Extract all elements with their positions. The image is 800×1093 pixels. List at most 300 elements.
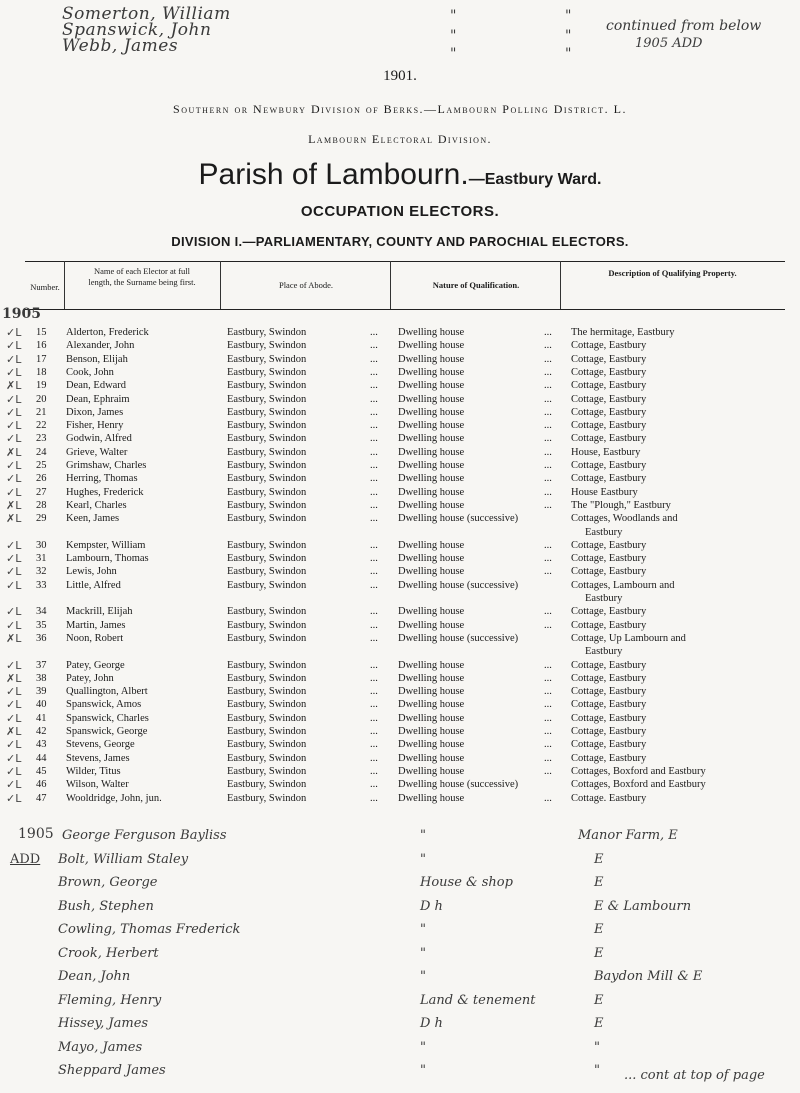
elector-number: 41: [36, 712, 47, 724]
added-elector-property: Manor Farm, E: [578, 828, 678, 843]
leader-dots: ...: [370, 699, 378, 711]
elector-qualification: Dwelling house: [398, 380, 465, 392]
added-elector-qualification: D h: [420, 1016, 443, 1031]
elector-property: Cottage, Eastbury: [571, 553, 647, 565]
elector-name: Grimshaw, Charles: [66, 460, 147, 471]
elector-abode: Eastbury, Swindon: [227, 632, 307, 644]
elector-property: Cottage, Eastbury: [571, 473, 647, 485]
elector-property: Cottages, Boxford and Eastbury: [571, 779, 706, 791]
elector-property: House Eastbury: [571, 486, 638, 498]
elector-qualification: Dwelling house: [398, 499, 465, 511]
elector-mark: ✓L: [6, 326, 22, 339]
leader-dots: ...: [544, 366, 552, 378]
elector-number: 36: [36, 632, 47, 644]
division-line: Southern or Newbury Division of Berks.—Lambourn Polling District. L.: [173, 102, 627, 116]
elector-property: Cottage, Eastbury: [571, 406, 647, 418]
elector-qualification: Dwelling house: [398, 765, 465, 777]
elector-mark: ✓L: [6, 751, 22, 765]
elector-number: 19: [36, 380, 47, 392]
elector-qualification: Dwelling house: [398, 619, 465, 631]
elector-mark: ✓L: [6, 432, 22, 446]
elector-abode: Eastbury, Swindon: [227, 446, 307, 458]
leader-dots: ...: [544, 699, 552, 711]
elector-name: Dixon, James: [66, 406, 124, 418]
leader-dots: ...: [370, 327, 378, 338]
elector-name: Alexander, John: [66, 340, 135, 352]
elector-property: Cottage. Eastbury: [571, 792, 647, 804]
elector-mark: ✓L: [6, 485, 22, 499]
added-elector-qualification: ": [420, 969, 426, 984]
elector-qualification: Dwelling house: [398, 340, 465, 352]
leader-dots: ...: [370, 473, 378, 485]
added-elector-name: Sheppard James: [58, 1063, 166, 1078]
elector-property: Cottage, Eastbury: [571, 353, 647, 365]
elector-name: Hughes, Frederick: [66, 486, 144, 498]
elector-mark: ✗L: [6, 631, 22, 645]
elector-property: Cottage, Eastbury: [571, 420, 647, 432]
leader-dots: ...: [544, 553, 552, 565]
leader-dots: ...: [370, 659, 378, 671]
elector-name: Lewis, John: [66, 566, 117, 578]
elector-name: Wilson, Walter: [66, 779, 129, 791]
elector-number: 17: [36, 353, 47, 365]
leader-dots: ...: [370, 486, 378, 498]
elector-number: 18: [36, 366, 47, 378]
occupation-heading: OCCUPATION ELECTORS.: [300, 203, 500, 220]
col-header-property: Description of Qualifying Property.: [608, 268, 737, 278]
elector-property: Cottage, Eastbury: [571, 606, 647, 618]
elector-qualification: Dwelling house: [398, 792, 465, 804]
elector-number: 44: [36, 752, 47, 764]
elector-name: Spanswick, Charles: [66, 712, 149, 724]
added-elector-name: Hissey, James: [58, 1016, 149, 1031]
elector-mark: ✓L: [6, 405, 22, 419]
leader-dots: ...: [370, 672, 378, 684]
col-divider-3: [390, 261, 391, 309]
added-elector-property: ": [594, 1063, 600, 1078]
elector-property: The "Plough," Eastbury: [571, 499, 671, 511]
elector-mark: ✓L: [6, 764, 22, 778]
elector-qualification: Dwelling house: [398, 606, 465, 618]
elector-number: 30: [36, 539, 47, 551]
leader-dots: ...: [370, 566, 378, 578]
leader-dots: ...: [370, 340, 378, 352]
elector-mark: ✓L: [6, 791, 22, 805]
elector-property: Cottage, Eastbury: [571, 433, 647, 445]
col-divider-1: [64, 261, 65, 309]
leader-dots: ...: [370, 446, 378, 458]
added-elector-qualification: Land & tenement: [420, 992, 536, 1008]
add-label-add: ADD: [10, 852, 41, 867]
added-elector-qualification: ": [420, 1063, 426, 1078]
elector-abode: Eastbury, Swindon: [227, 553, 307, 565]
leader-dots: ...: [544, 393, 552, 405]
col-header-abode: Place of Abode.: [278, 280, 334, 290]
added-elector-qualification: ": [420, 828, 426, 843]
elector-abode: Eastbury, Swindon: [227, 779, 307, 791]
added-elector-property: E & Lambourn: [594, 898, 692, 914]
elector-qualification: Dwelling house: [398, 539, 465, 551]
elector-property-continued: Eastbury: [585, 593, 623, 604]
elector-abode: Eastbury, Swindon: [227, 380, 307, 392]
top-note-ditto-1: ": [450, 8, 457, 24]
elector-property: Cottage, Eastbury: [571, 699, 647, 711]
elector-abode: Eastbury, Swindon: [227, 606, 307, 618]
elector-name: Fisher, Henry: [66, 420, 124, 432]
elector-name: Godwin, Alfred: [66, 433, 132, 445]
added-elector-name: Dean, John: [58, 969, 131, 984]
elector-name: Herring, Thomas: [66, 473, 138, 485]
elector-property-continued: Eastbury: [585, 526, 623, 538]
elector-number: 32: [36, 566, 47, 578]
leader-dots: ...: [544, 659, 552, 671]
added-elector-name: Bolt, William Staley: [58, 851, 189, 867]
elector-qualification: Dwelling house: [398, 353, 465, 365]
leader-dots: ...: [370, 433, 378, 445]
elector-name: Wilder, Titus: [66, 765, 121, 777]
elector-number: 26: [36, 473, 47, 485]
elector-qualification: Dwelling house: [398, 739, 465, 751]
elector-number: 46: [36, 779, 47, 791]
added-elector-property: E: [594, 992, 604, 1008]
leader-dots: ...: [544, 765, 552, 777]
leader-dots: ...: [544, 460, 552, 471]
elector-number: 24: [36, 446, 47, 458]
elector-abode: Eastbury, Swindon: [227, 420, 307, 432]
elector-property: The hermitage, Eastbury: [571, 327, 675, 338]
cont-note: ... cont at top of page: [624, 1068, 765, 1083]
elector-property: Cottage, Up Lambourn and: [571, 632, 686, 644]
elector-name: Mackrill, Elijah: [66, 606, 133, 618]
elector-mark: ✓L: [6, 711, 22, 725]
elector-property: Cottage, Eastbury: [571, 460, 647, 471]
elector-name: Keen, James: [66, 513, 120, 525]
added-elector-name: Fleming, Henry: [58, 992, 162, 1008]
elector-abode: Eastbury, Swindon: [227, 672, 307, 684]
leader-dots: ...: [370, 366, 378, 378]
elector-name: Noon, Robert: [66, 632, 124, 644]
elector-mark: ✗L: [6, 725, 22, 738]
elector-number: 34: [36, 606, 47, 618]
leader-dots: ...: [370, 765, 378, 777]
elector-mark: ✓L: [6, 339, 22, 353]
elector-abode: Eastbury, Swindon: [227, 659, 307, 671]
elector-number: 33: [36, 579, 47, 591]
leader-dots: ...: [544, 792, 552, 804]
elector-name: Kempster, William: [66, 539, 146, 551]
leader-dots: ...: [544, 340, 552, 352]
elector-qualification: Dwelling house: [398, 752, 465, 764]
elector-property: Cottage, Eastbury: [571, 752, 647, 764]
leader-dots: ...: [544, 739, 552, 751]
elector-abode: Eastbury, Swindon: [227, 579, 307, 591]
leader-dots: ...: [544, 420, 552, 432]
elector-qualification: Dwelling house (successive): [398, 632, 519, 644]
leader-dots: ...: [544, 686, 552, 698]
added-elector-qualification: ": [420, 851, 426, 867]
elector-abode: Eastbury, Swindon: [227, 712, 307, 724]
col-header-name: Name of each Elector at full length, the Surname being first.: [88, 266, 196, 287]
col-header-qualification: Nature of Qualification.: [432, 280, 520, 290]
margin-year-1905: 1905: [2, 306, 41, 322]
elector-name: Dean, Ephraim: [66, 393, 130, 405]
top-note-ditto-5: ": [565, 28, 572, 44]
leader-dots: ...: [544, 327, 552, 338]
elector-property: Cottage, Eastbury: [571, 366, 647, 378]
elector-name: Little, Alfred: [66, 579, 121, 591]
elector-abode: Eastbury, Swindon: [227, 792, 307, 804]
elector-qualification: Dwelling house: [398, 726, 465, 737]
elector-number: 21: [36, 406, 47, 418]
elector-qualification: Dwelling house: [398, 672, 465, 684]
elector-mark: ✓L: [6, 459, 22, 472]
leader-dots: ...: [544, 406, 552, 418]
elector-mark: ✓L: [6, 565, 22, 579]
elector-abode: Eastbury, Swindon: [227, 353, 307, 365]
leader-dots: ...: [370, 712, 378, 724]
elector-property: Cottages, Lambourn and: [571, 579, 675, 591]
leader-dots: ...: [544, 752, 552, 764]
elector-number: 27: [36, 486, 47, 498]
elector-property: Cottage, Eastbury: [571, 712, 647, 724]
elector-number: 42: [36, 726, 47, 737]
elector-abode: Eastbury, Swindon: [227, 460, 307, 471]
added-elector-qualification: ": [420, 922, 426, 937]
elector-qualification: Dwelling house (successive): [398, 513, 519, 525]
leader-dots: ...: [544, 446, 552, 458]
elector-qualification: Dwelling house: [398, 659, 465, 671]
elector-name: Alderton, Frederick: [66, 327, 149, 338]
elector-qualification: Dwelling house (successive): [398, 579, 519, 591]
elector-mark: ✓L: [6, 778, 22, 792]
top-note-name-1: Somerton, William: [62, 4, 231, 24]
elector-mark: ✗L: [6, 379, 22, 393]
added-elector-name: Bush, Stephen: [58, 898, 154, 914]
elector-abode: Eastbury, Swindon: [227, 513, 307, 525]
elector-qualification: Dwelling house: [398, 393, 465, 405]
added-elector-qualification: House & shop: [420, 875, 513, 890]
leader-dots: ...: [370, 632, 378, 644]
elector-number: 29: [36, 513, 47, 525]
leader-dots: ...: [370, 739, 378, 751]
elector-name: Wooldridge, John, jun.: [66, 792, 162, 804]
leader-dots: ...: [370, 460, 378, 471]
elector-qualification: Dwelling house: [398, 406, 465, 418]
elector-name: Cook, John: [66, 366, 114, 378]
elector-qualification: Dwelling house: [398, 473, 465, 485]
elector-qualification: Dwelling house: [398, 460, 465, 471]
leader-dots: ...: [544, 619, 552, 631]
elector-number: 23: [36, 433, 47, 445]
elector-abode: Eastbury, Swindon: [227, 473, 307, 485]
leader-dots: ...: [544, 486, 552, 498]
added-elector-property: Baydon Mill & E: [594, 969, 703, 984]
added-elector-property: E: [594, 875, 604, 890]
col-header-number: Number.: [30, 282, 60, 292]
elector-qualification: Dwelling house (successive): [398, 779, 519, 791]
leader-dots: ...: [544, 712, 552, 724]
elector-name: Stevens, James: [66, 752, 130, 764]
elector-name: Quallington, Albert: [66, 686, 148, 698]
leader-dots: ...: [370, 726, 378, 737]
header-rule-bottom: [25, 309, 785, 310]
header-rule-top: [25, 261, 785, 262]
elector-name: Spanswick, Amos: [66, 699, 142, 711]
elector-property: Cottage, Eastbury: [571, 726, 647, 737]
leader-dots: ...: [370, 513, 378, 525]
ward-name: —Eastbury Ward.: [468, 171, 602, 188]
leader-dots: ...: [370, 752, 378, 764]
elector-number: 31: [36, 553, 47, 565]
elector-number: 38: [36, 672, 47, 684]
leader-dots: ...: [544, 726, 552, 737]
elector-number: 20: [36, 393, 47, 405]
added-elector-name: Crook, Herbert: [58, 945, 159, 961]
elector-property: Cottage, Eastbury: [571, 686, 647, 698]
elector-property: Cottages, Woodlands and: [571, 513, 678, 525]
elector-number: 39: [36, 686, 47, 698]
elector-name: Benson, Elijah: [66, 353, 128, 365]
top-note-ditto-4: ": [565, 8, 572, 24]
elector-qualification: Dwelling house: [398, 446, 465, 458]
division-title: DIVISION I.—PARLIAMENTARY, COUNTY AND PAROCHIAL ELECTORS.: [171, 234, 629, 249]
elector-mark: ✓L: [6, 365, 22, 379]
elector-abode: Eastbury, Swindon: [227, 486, 307, 498]
added-elector-property: E: [594, 945, 604, 961]
leader-dots: ...: [370, 539, 378, 551]
elector-mark: ✓L: [6, 658, 22, 672]
elector-mark: ✓L: [6, 578, 22, 592]
elector-qualification: Dwelling house: [398, 699, 465, 711]
leader-dots: ...: [544, 353, 552, 365]
leader-dots: ...: [544, 539, 552, 551]
parish-name: Parish of Lambourn.: [198, 158, 469, 191]
elector-mark: ✓L: [6, 472, 22, 486]
elector-qualification: Dwelling house: [398, 686, 465, 698]
elector-abode: Eastbury, Swindon: [227, 406, 307, 418]
top-note-continued: continued from below: [606, 18, 762, 34]
elector-mark: ✓L: [6, 685, 22, 699]
leader-dots: ...: [370, 619, 378, 631]
elector-property: Cottage, Eastbury: [571, 539, 647, 551]
leader-dots: ...: [544, 566, 552, 578]
elector-mark: ✓L: [6, 618, 22, 632]
added-elector-property: ": [594, 1039, 600, 1055]
leader-dots: ...: [544, 473, 552, 485]
added-elector-name: Mayo, James: [58, 1039, 143, 1055]
elector-number: 25: [36, 460, 47, 471]
elector-qualification: Dwelling house: [398, 366, 465, 378]
leader-dots: ...: [370, 579, 378, 591]
elector-qualification: Dwelling house: [398, 486, 465, 498]
elector-abode: Eastbury, Swindon: [227, 752, 307, 764]
elector-property: Cottage, Eastbury: [571, 619, 647, 631]
leader-dots: ...: [544, 672, 552, 684]
elector-qualification: Dwelling house: [398, 327, 465, 338]
elector-abode: Eastbury, Swindon: [227, 366, 307, 378]
elector-property: Cottages, Boxford and Eastbury: [571, 765, 706, 777]
added-elector-qualification: ": [420, 1039, 426, 1055]
leader-dots: ...: [544, 433, 552, 445]
elector-qualification: Dwelling house: [398, 566, 465, 578]
added-elector-qualification: ": [420, 945, 426, 961]
leader-dots: ...: [544, 606, 552, 618]
top-note-name-2: Spanswick, John: [62, 20, 212, 40]
leader-dots: ...: [370, 606, 378, 618]
leader-dots: ...: [370, 553, 378, 565]
added-elector-qualification: D h: [420, 898, 443, 914]
elector-mark: ✓L: [6, 738, 22, 752]
elector-mark: ✓L: [6, 419, 22, 433]
elector-abode: Eastbury, Swindon: [227, 340, 307, 352]
elector-abode: Eastbury, Swindon: [227, 619, 307, 631]
elector-number: 22: [36, 420, 47, 432]
elector-property: Cottage, Eastbury: [571, 659, 647, 671]
elector-mark: ✗L: [6, 671, 22, 685]
elector-abode: Eastbury, Swindon: [227, 765, 307, 777]
added-elector-property: E: [594, 1016, 604, 1031]
top-note-ditto-6: ": [565, 46, 572, 62]
top-note-ditto-3: ": [450, 46, 457, 62]
elector-number: 28: [36, 499, 47, 511]
register-year: 1901.: [383, 68, 417, 84]
top-note-name-3: Webb, James: [62, 36, 179, 56]
elector-abode: Eastbury, Swindon: [227, 686, 307, 698]
leader-dots: ...: [544, 499, 552, 511]
elector-mark: ✗L: [6, 512, 22, 526]
elector-name: Patey, George: [66, 659, 125, 671]
elector-abode: Eastbury, Swindon: [227, 499, 307, 511]
leader-dots: ...: [370, 792, 378, 804]
leader-dots: ...: [370, 406, 378, 418]
elector-mark: ✗L: [6, 445, 22, 459]
elector-property: Cottage, Eastbury: [571, 739, 647, 751]
elector-number: 35: [36, 619, 47, 631]
elector-mark: ✓L: [6, 552, 22, 566]
elector-abode: Eastbury, Swindon: [227, 393, 307, 405]
added-elector-name: George Ferguson Bayliss: [62, 828, 227, 843]
elector-name: Dean, Edward: [66, 380, 127, 392]
elector-property: Cottage, Eastbury: [571, 672, 647, 684]
elector-mark: ✓L: [6, 392, 22, 406]
elector-qualification: Dwelling house: [398, 433, 465, 445]
elector-name: Stevens, George: [66, 739, 135, 751]
elector-mark: ✓L: [6, 538, 22, 552]
leader-dots: ...: [370, 380, 378, 392]
elector-number: 40: [36, 699, 47, 711]
leader-dots: ...: [370, 420, 378, 432]
elector-property: Cottage, Eastbury: [571, 566, 647, 578]
top-note-1905-add: 1905 ADD: [635, 36, 703, 51]
top-note-ditto-2: ": [450, 28, 457, 44]
added-elector-name: Brown, George: [58, 875, 158, 890]
elector-number: 43: [36, 739, 47, 751]
leader-dots: ...: [370, 779, 378, 791]
parish-title: [0, 158, 800, 192]
elector-property: Cottage, Eastbury: [571, 393, 647, 405]
elector-mark: ✓L: [6, 352, 22, 366]
elector-property: Cottage, Eastbury: [571, 340, 647, 352]
elector-abode: Eastbury, Swindon: [227, 327, 307, 338]
elector-number: 37: [36, 659, 47, 671]
elector-mark: ✓L: [6, 698, 22, 712]
elector-abode: Eastbury, Swindon: [227, 699, 307, 711]
elector-abode: Eastbury, Swindon: [227, 739, 307, 751]
elector-name: Martin, James: [66, 619, 126, 631]
added-elector-property: E: [594, 922, 604, 937]
electoral-division: Lambourn Electoral Division.: [308, 132, 492, 146]
elector-number: 16: [36, 340, 47, 352]
